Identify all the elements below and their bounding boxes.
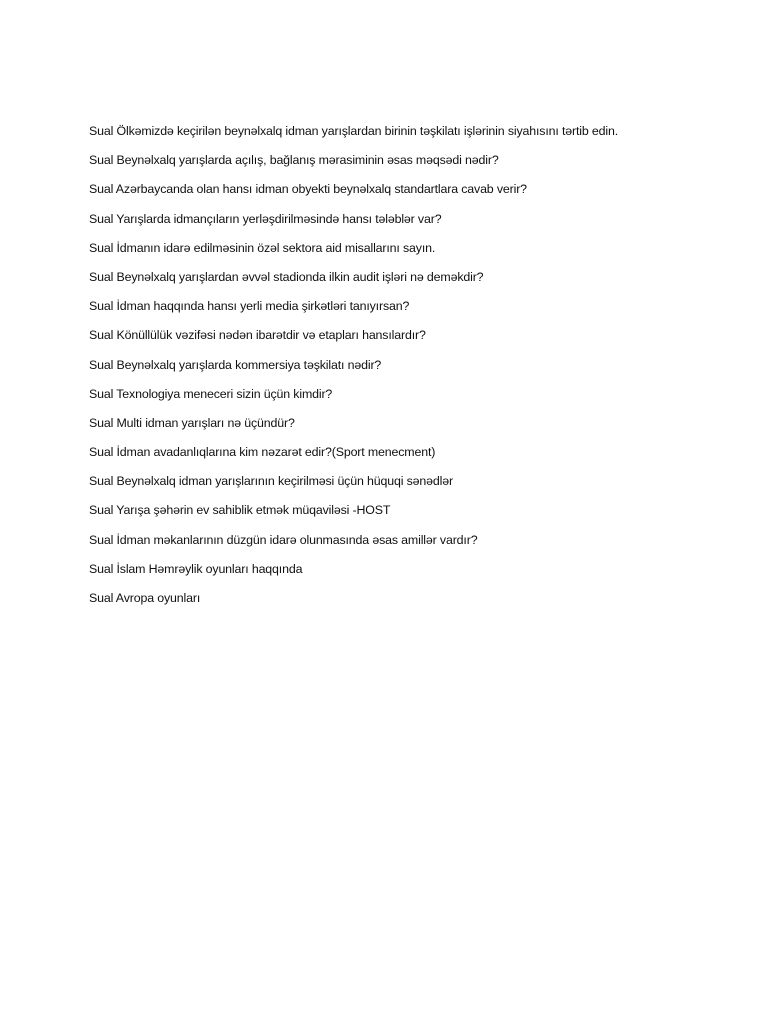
question-line: Sual Beynəlxalq yarışlardan əvvəl stadionda ilkin audit işləri nə deməkdir? xyxy=(89,269,484,284)
question-line: Sual İdmanın idarə edilməsinin özəl sektora aid misallarını sayın. xyxy=(89,240,436,255)
question-line: Sual İdman haqqında hansı yerli media şirkətləri tanıyırsan? xyxy=(89,299,410,314)
question-line: Sual Multi idman yarışları nə üçündür? xyxy=(89,415,295,430)
question-line: Sual Yarışa şəhərin ev sahiblik etmək müqaviləsi -HOST xyxy=(89,503,391,518)
question-line: Sual İslam Həmrəylik oyunları haqqında xyxy=(89,561,303,576)
question-line: Sual Avropa oyunları xyxy=(89,591,201,605)
question-line: Sual Ölkəmizdə keçirilən beynəlxalq idman yarışlardan birinin təşkilatı işlərinin siyahısını tərtib edin. xyxy=(89,124,619,138)
question-line: Sual İdman məkanlarının düzgün idarə olunmasında əsas amillər vardır? xyxy=(89,532,478,547)
question-line: Sual Azərbaycanda olan hansı idman obyekti beynəlxalq standartlara cavab verir? xyxy=(89,182,527,197)
question-line: Sual Yarışlarda idmançıların yerləşdirilməsində hansı tələblər var? xyxy=(89,211,442,226)
question-line: Sual İdman avadanlıqlarına kim nəzarət edir?(Sport menecment) xyxy=(89,445,436,460)
question-line: Sual Texnologiya meneceri sizin üçün kimdir? xyxy=(89,386,333,401)
question-line: Sual Beynəlxalq yarışlarda kommersiya təşkilatı nədir? xyxy=(89,357,382,372)
question-line: Sual Könüllülük vəzifəsi nədən ibarətdir və etapları hansılardır? xyxy=(89,328,426,343)
question-line: Sual Beynəlxalq yarışlarda açılış, bağlanış mərasiminin əsas məqsədi nədir? xyxy=(89,153,499,168)
question-list xyxy=(89,121,618,617)
question-line: Sual Beynəlxalq idman yarışlarının keçirilməsi üçün hüquqi sənədlər xyxy=(89,474,453,489)
